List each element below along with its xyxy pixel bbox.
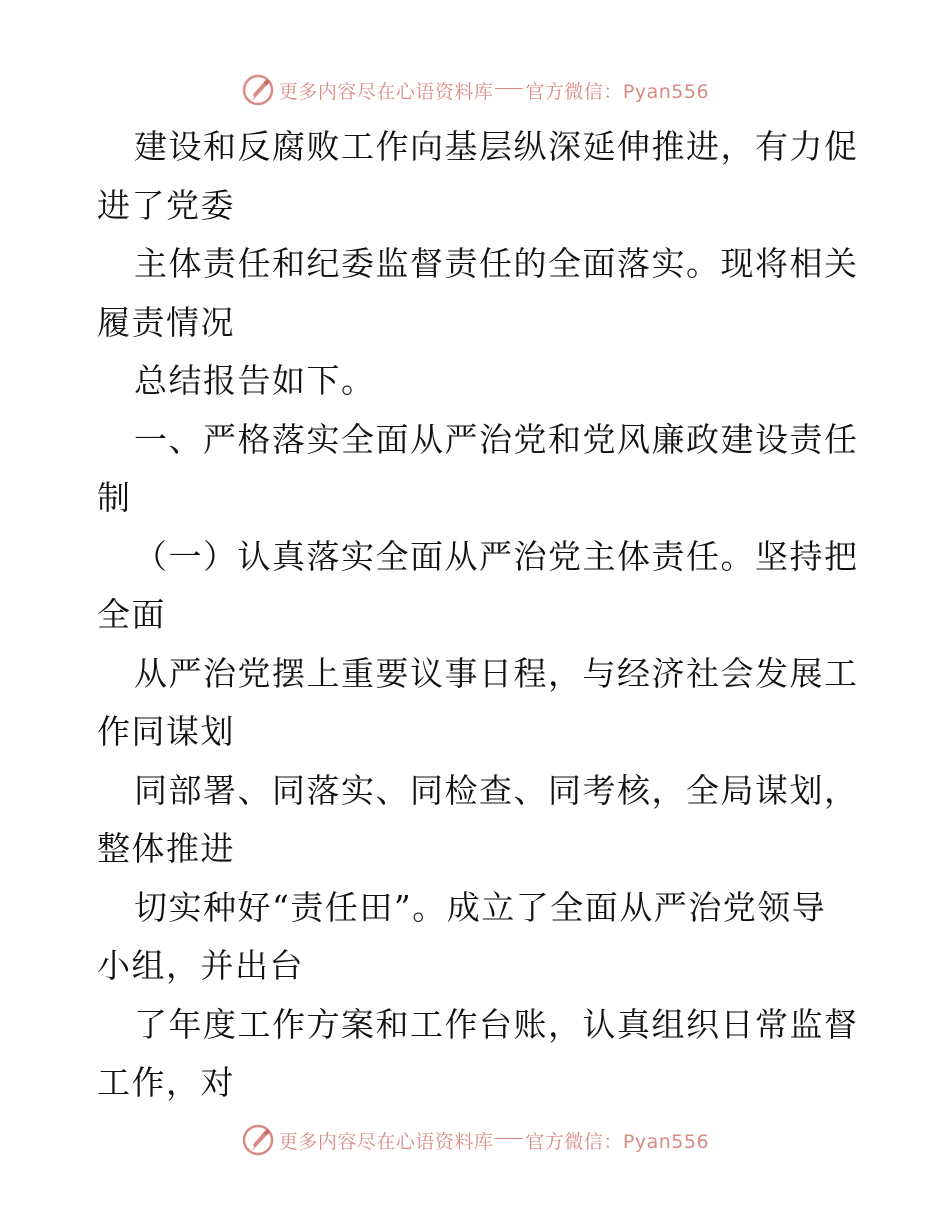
watermark-suffix: 官方微信：Pyan556 bbox=[525, 1130, 710, 1153]
text-line: 进了党委 bbox=[97, 185, 235, 225]
text-line: 履责情况 bbox=[97, 302, 235, 342]
text-line: 工作，对 bbox=[97, 1063, 235, 1102]
text-line: 从严治党摆上重要议事日程，与经济社会发展工 bbox=[134, 653, 859, 693]
watermark-suffix: 官方微信：Pyan556 bbox=[525, 80, 710, 103]
watermark-label: 更多内容尽在心语资料库 bbox=[278, 1130, 494, 1153]
text-line: 同部署、同落实、同检查、同考核，全局谋划， bbox=[134, 770, 859, 810]
document-body bbox=[97, 118, 857, 1113]
watermark-label: 更多内容尽在心语资料库 bbox=[278, 80, 494, 103]
text-line: 整体推进 bbox=[97, 829, 235, 868]
text-line: 主体责任和纪委监督责任的全面落实。现将相关 bbox=[134, 244, 859, 283]
text-line: 全面 bbox=[97, 595, 166, 634]
text-line: 小组，并出台 bbox=[97, 946, 304, 985]
subsection-heading: （一）认真落实全面从严治党主体责任。坚持把 bbox=[134, 536, 859, 576]
text-line: 切实种好“责任田”。成立了全面从严治党领导 bbox=[134, 887, 827, 927]
text-line: 总结报告如下。 bbox=[134, 361, 376, 400]
watermark-separator bbox=[495, 88, 523, 89]
text-line: 作同谋划 bbox=[97, 712, 235, 751]
footer-watermark bbox=[0, 1120, 950, 1160]
text-line: 了年度工作方案和工作台账，认真组织日常监督 bbox=[134, 1004, 859, 1044]
section-heading: 一、严格落实全面从严治党和党风廉政建设责任 bbox=[134, 419, 859, 459]
pen-seal-icon bbox=[241, 1123, 275, 1157]
section-heading-continuation: 制 bbox=[97, 478, 132, 517]
watermark-separator bbox=[495, 1138, 523, 1139]
text-line: 建设和反腐败工作向基层纵深延伸推进，有力促 bbox=[134, 127, 859, 166]
header-watermark bbox=[0, 70, 950, 110]
pen-seal-icon bbox=[241, 73, 275, 107]
